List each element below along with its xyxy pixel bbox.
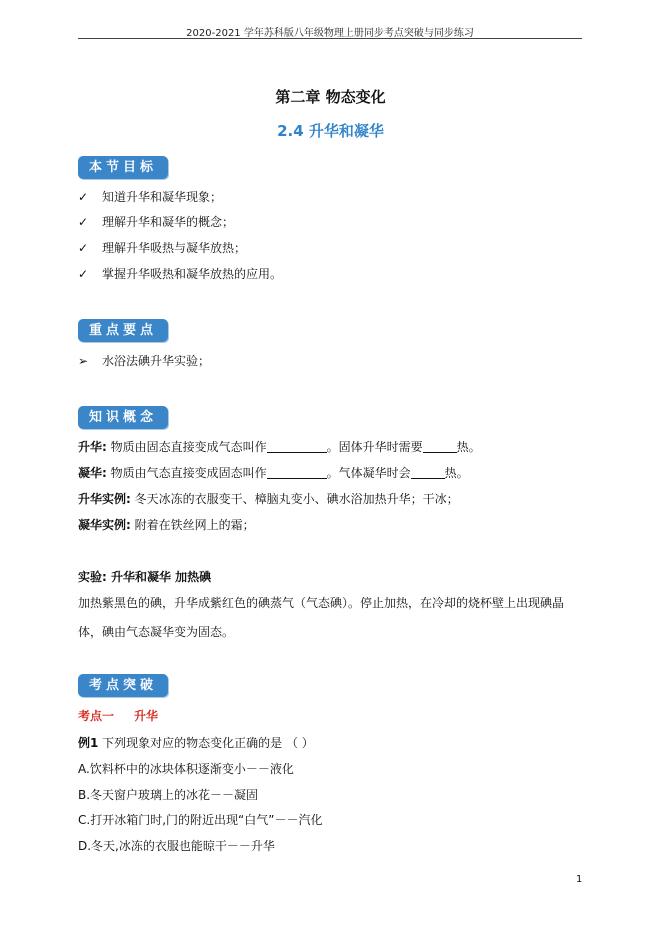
- option-d: D.冬天,冰冻的衣服也能晾干－－升华: [78, 839, 275, 853]
- key-point-item: [78, 353, 100, 369]
- goal-text-1: 知道升华和凝华现象；: [102, 190, 223, 204]
- running-header: 2020-2021 学年苏科版八年级物理上册同步考点突破与同步练习: [186, 28, 474, 39]
- option-a: A.饮料杯中的冰块体积逐渐变小－－液化: [78, 762, 294, 776]
- deposition-term: 凝华:: [78, 466, 107, 480]
- example-label: 例1: [78, 736, 99, 750]
- exam-point-title: 升华: [134, 709, 159, 723]
- experiment-text: 加热紫黑色的碘，升华成紫红色的碘蒸气（气态碘）。停止加热，在冷却的烧杯壁上出现碘晶体，碘由气态凝华变为固态。: [78, 596, 565, 639]
- check-mark-icon: ✓: [78, 190, 89, 204]
- section-title: 2.4 升华和凝华: [277, 122, 384, 140]
- fill-blank: [267, 466, 327, 479]
- option-c: C.打开冰箱门时,门的附近出现“白气”－－汽化: [78, 813, 323, 827]
- fill-blank: [423, 440, 457, 453]
- goal-text-2: 理解升华和凝华的概念；: [102, 215, 235, 229]
- deposition-examples-term: 凝华实例:: [78, 518, 131, 532]
- deposition-examples: 凝华实例: 附着在铁丝网上的霜；: [78, 518, 255, 532]
- goal-text-4: 掌握升华吸热和凝华放热的应用。: [102, 267, 283, 281]
- key-point-text: 水浴法碘升华实验；: [102, 354, 211, 368]
- check-mark-icon: ✓: [78, 267, 89, 281]
- key-points-label: 重点要点: [78, 319, 168, 342]
- concepts-label: 知识概念: [78, 406, 168, 429]
- option-b: B.冬天窗户玻璃上的冰花－－凝固: [78, 788, 259, 802]
- goal-text-3: 理解升华吸热与凝华放热；: [102, 241, 247, 255]
- deposition-definition: 凝华: 物质由气态直接变成固态叫作 。气体凝华时会 热。: [78, 466, 469, 480]
- page-number: 1: [576, 874, 583, 885]
- fill-blank: [411, 466, 445, 479]
- arrow-bullet-icon: ➢: [78, 354, 89, 368]
- exam-point-heading: [78, 708, 158, 724]
- check-mark-icon: ✓: [78, 241, 89, 255]
- sublimation-examples: 升华实例: 冬天冰冻的衣服变干、樟脑丸变小、碘水浴加热升华；干冰；: [78, 492, 459, 506]
- fill-blank: [267, 440, 327, 453]
- exam-point-label: 考点一: [78, 709, 115, 723]
- example-question: 例1 下列现象对应的物态变化正确的是 （ ）: [78, 736, 314, 750]
- chapter-title: 第二章 物态变化: [275, 88, 386, 106]
- goals-label: 本节目标: [78, 156, 168, 179]
- goal-item-3: [78, 240, 100, 256]
- goal-item-4: [78, 266, 100, 282]
- sublimation-examples-term: 升华实例:: [78, 492, 131, 506]
- goal-item-2: [78, 214, 100, 230]
- check-mark-icon: ✓: [78, 215, 89, 229]
- header-divider: [78, 38, 582, 39]
- goal-item-1: [78, 189, 100, 205]
- exam-label: 考点突破: [78, 674, 168, 697]
- experiment-title: 实验: 升华和凝华 加热碘: [78, 570, 212, 584]
- sublimation-term: 升华:: [78, 440, 107, 454]
- sublimation-definition: 升华: 物质由固态直接变成气态叫作 。固体升华时需要 热。: [78, 440, 481, 454]
